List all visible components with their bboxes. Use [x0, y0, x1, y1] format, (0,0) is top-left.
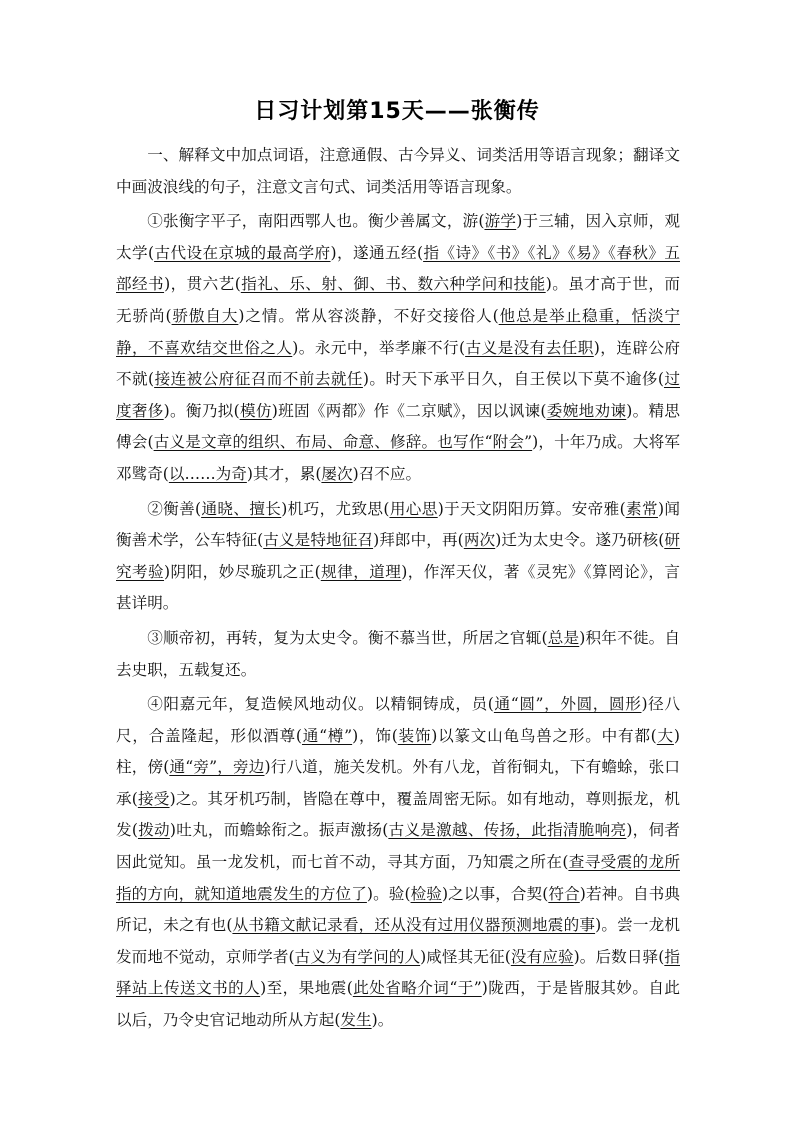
passage-text: )拜郎中，再(	[373, 531, 464, 550]
annotation-text: 古义为有学问的人	[294, 947, 421, 966]
annotation-text: 从书籍文献记录看，还从没有过用仪器预测地震的事	[232, 916, 596, 935]
passage-text: )行八道，施关发机。外有八龙，首衔铜丸，下有蟾蜍，张口承(	[116, 758, 680, 808]
annotation-text: 委婉地劝谏	[546, 401, 627, 420]
annotation-text: 规律，道理	[320, 562, 402, 581]
annotation-text: 古义是激越、传扬，此指清脆响亮	[388, 821, 627, 840]
annotation-text: 指《诗》《书》《礼》《易》《春秋》五部经书	[116, 243, 680, 294]
passage-paragraph	[116, 689, 680, 1037]
annotation-text: 他总是举止稳重，恬淡宁静，不喜欢结交世俗之人	[116, 306, 680, 357]
annotation-text: 用心思	[389, 499, 438, 518]
passage-text: )至，果地震(	[260, 979, 353, 998]
passage-text: ④阳嘉元年，复造候风地动仪。以精铜铸成，员(	[147, 695, 494, 714]
passage-text: )。衡乃拟(	[163, 401, 240, 420]
annotation-text: 研究考验	[116, 531, 680, 581]
annotation-text: 通“旁”，旁边	[169, 758, 265, 777]
passage-paragraph	[116, 494, 680, 620]
annotation-text: 通“圆”，外圆，圆形	[493, 695, 642, 714]
annotation-text: 素常	[625, 499, 658, 518]
passage-text: )，饰(	[352, 726, 398, 745]
passage-text: )之。其牙机巧制，皆隐在尊中，覆盖周密无际。如有地动，尊则振龙，机发(	[116, 789, 680, 840]
passage-text: )迁为太史令。遂乃研核(	[495, 531, 665, 550]
passage-text: )。永元中，举孝廉不行(	[292, 338, 466, 357]
passage-text: )机巧，尤致思(	[281, 499, 390, 518]
passage-text: )。虽才高于世，而无骄尚(	[116, 275, 680, 325]
passage-text: ①张衡字平子，南阳西鄂人也。衡少善属文，游(	[147, 212, 485, 231]
passage-text: )。时天下承平日久，自王侯以下莫不逾侈(	[362, 370, 664, 389]
annotation-text: 模仿	[239, 401, 272, 420]
annotation-text: 装饰	[397, 726, 432, 745]
passage-text: )柱，傍(	[116, 726, 680, 777]
passage-text: )。精思傅会(	[116, 401, 680, 452]
annotation-text: 拨动	[137, 821, 170, 840]
passage-text: )积年不徙。自去史职，五载复还。	[116, 628, 680, 679]
annotation-text: 指驿站上传送文书的人	[116, 947, 680, 998]
page-title: 日习计划第15天——张衡传	[254, 99, 540, 124]
passage-text: ③顺帝初，再转，复为太史令。衡不慕当世，所居之官辄(	[147, 628, 548, 647]
passage-text: )，连辟公府不就(	[116, 338, 680, 389]
annotation-text: 通“樽”	[301, 726, 353, 745]
passage-paragraph	[116, 206, 680, 490]
annotation-text: 以……为奇	[168, 464, 247, 483]
passage-text: )径八尺，合盖隆起，形似酒尊(	[116, 695, 680, 745]
passage-text: )咸怪其无征(	[420, 947, 511, 966]
annotation-text: 接连被公府征召而不前去就任	[154, 370, 363, 389]
annotation-text: 指礼、乐、射、御、书、数六种学问和技能	[240, 275, 546, 294]
annotation-text: 发生	[340, 1011, 372, 1030]
passage-text: )若神。自书典所记，未之有也(	[116, 884, 680, 935]
passage-text: )，遂通五经(	[330, 243, 424, 262]
annotation-text: 古代设在京城的最高学府	[154, 243, 331, 262]
passage-text: ②衡善(	[147, 499, 202, 518]
annotation-text: 此处省略介词“于”	[352, 979, 482, 998]
annotation-text: 符合	[548, 884, 580, 903]
passage-text: )，十年乃成。大将军邓骘奇(	[116, 433, 680, 483]
passage	[116, 206, 680, 1036]
passage-text: )。验(	[366, 884, 411, 903]
annotation-text: 检验	[410, 884, 442, 903]
annotation-text: 总是	[547, 628, 580, 647]
annotation-text: 古义是特地征召	[263, 531, 374, 550]
passage-text: )陇西，于是皆服其妙。自此以后，乃令史官记地动所从方起(	[116, 979, 680, 1030]
annotation-text: 没有应验	[510, 947, 574, 966]
annotation-text: 古义是文章的组织、布局、命意、修辞。也写作“附会”	[153, 433, 533, 452]
annotation-text: 骄傲自大	[171, 306, 239, 325]
passage-text: )闻衡善术学，公车特征(	[116, 499, 680, 550]
passage-text: )其才，累(	[246, 464, 322, 483]
passage-text: )班固《两都》作《二京赋》，因以讽谏(	[271, 401, 547, 420]
annotation-text: 屡次	[321, 464, 353, 483]
passage-text: )于三辅，因入京师，观太学(	[116, 212, 680, 262]
annotation-text: 大	[656, 726, 674, 745]
annotation-text: 查寻受震的龙所指的方向，就知道地震发生的方位了	[116, 853, 680, 903]
annotation-text: 接受	[137, 789, 170, 808]
annotation-text: 游学	[484, 212, 517, 231]
passage-text: )吐丸，而蟾蜍衔之。振声激扬(	[169, 821, 389, 840]
passage-text: )，作浑天仪，著《灵宪》《算罔论》，言甚详明。	[116, 562, 680, 613]
passage-text: )，伺者因此觉知。虽一龙发机，而七首不动，寻其方面，乃知震之所在(	[116, 821, 680, 872]
annotation-text: 过度奢侈	[116, 370, 680, 420]
annotation-text: 通晓、擅长	[201, 499, 282, 518]
passage-text: )阴阳，妙尽璇玑之正(	[164, 562, 321, 581]
passage-text: )。后数日驿(	[573, 947, 665, 966]
passage-text: )。尝一龙机发而地不觉动，京师学者(	[116, 916, 680, 966]
passage-text: )之以事，合契(	[441, 884, 549, 903]
annotation-text: 古义是没有去任职	[465, 338, 594, 357]
passage-text: )之情。常从容淡静，不好交接俗人(	[238, 306, 499, 325]
document-body	[116, 140, 680, 1040]
passage-text: )以篆文山龟鸟兽之形。中有都(	[431, 726, 657, 745]
passage-text: )。	[371, 1011, 394, 1030]
instruction-paragraph: 一、解释文中加点词语，注意通假、古今异义、词类活用等语言现象；翻译文中画波浪线的句子，注意文言句式、词类活用等语言现象。	[116, 146, 680, 196]
annotation-text: 两次	[463, 531, 496, 550]
passage-paragraph	[116, 623, 680, 686]
passage-text: )，贯六艺(	[164, 275, 241, 294]
passage-text: )于天文阴阳历算。安帝雅(	[437, 499, 626, 518]
passage-text: )召不应。	[352, 464, 422, 483]
